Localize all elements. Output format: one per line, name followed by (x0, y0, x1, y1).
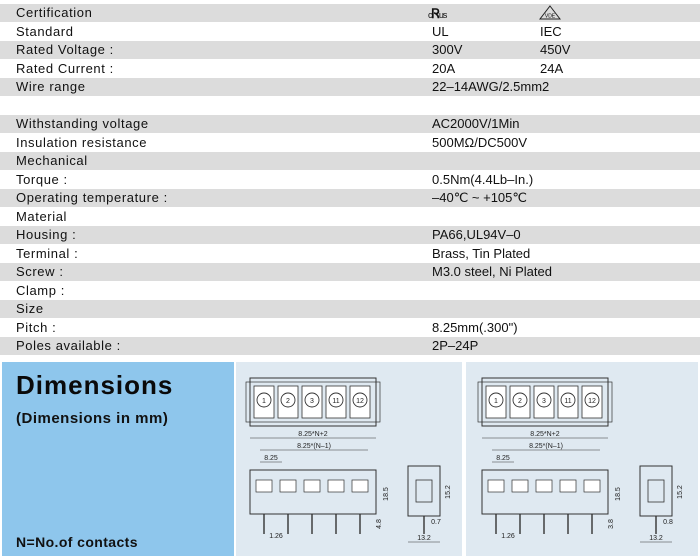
spec-label: Poles available : (16, 338, 121, 353)
wire-entry (304, 480, 320, 492)
dim-pin-label: 3.8 (608, 519, 615, 529)
spec-row (0, 78, 700, 96)
spec-row (0, 263, 700, 281)
spec-label: Terminal : (16, 245, 79, 261)
pole-number-label: 12 (356, 398, 364, 405)
spec-label: Clamp : (16, 282, 65, 298)
spec-row (0, 152, 700, 170)
spec-label: Rated Current : (16, 60, 114, 76)
dim-total-label: 8.25*N+2 (298, 431, 328, 438)
spec-label: Size (16, 301, 44, 316)
spec-label: Rated Voltage : (16, 42, 114, 57)
technical-drawing-left (236, 362, 462, 556)
spec-value-ul: 8.25mm(.300") (432, 319, 518, 335)
wire-entry (352, 480, 368, 492)
pole-number-label: 2 (518, 398, 522, 405)
pole-number-label: 12 (588, 398, 596, 405)
wire-entry (512, 480, 528, 492)
wire-entry (280, 480, 296, 492)
dim-pin-dia-label: 1.26 (269, 533, 283, 540)
spec-value-ul: 2P–24P (432, 338, 479, 353)
dim-wall-label: 0.7 (431, 519, 441, 526)
spec-label: Wire range (16, 79, 86, 94)
pole-number-label: 1 (494, 398, 498, 405)
spec-row (0, 97, 700, 115)
spec-label: Insulation resistance (16, 134, 148, 150)
spec-value-iec: 24A (540, 60, 564, 76)
wire-entry (560, 480, 576, 492)
spec-value-ul: 500MΩ/DC500V (432, 134, 527, 150)
spec-row (0, 4, 700, 22)
dim-height-label: 18.5 (615, 487, 622, 501)
spec-value-iec: IEC (540, 23, 562, 39)
spec-row (0, 171, 700, 189)
pole-number-label: 3 (542, 398, 546, 405)
spec-value-ul: UL (432, 23, 449, 39)
dimensions-panel (2, 362, 234, 556)
spec-value-ul: 20A (432, 60, 456, 76)
dim-pitch-label: 8.25 (496, 455, 510, 462)
spec-label: Withstanding voltage (16, 116, 149, 131)
spec-value-ul: 22–14AWG/2.5mm2 (432, 79, 550, 94)
technical-drawing-right (466, 362, 698, 556)
spec-row (0, 337, 700, 355)
side-view-clamp (648, 480, 664, 502)
spec-row (0, 300, 700, 318)
spec-value-ul: –40℃ ~ +105℃ (432, 190, 527, 205)
spec-value-ul: M3.0 steel, Ni Plated (432, 264, 552, 279)
spec-row (0, 134, 700, 152)
side-view-outline (408, 466, 440, 516)
spec-value-ul: Brass, Tin Plated (432, 245, 531, 261)
dim-pin-label: 4.8 (376, 519, 383, 529)
spec-label: Material (16, 208, 68, 224)
spec-label: Housing : (16, 227, 77, 242)
pole-number-label: 1 (262, 398, 266, 405)
dim-pin-dia-label: 1.26 (501, 533, 515, 540)
spec-value-ul: AC2000V/1Min (432, 116, 520, 131)
wire-entry (256, 480, 272, 492)
spec-value-iec: 450V (540, 42, 571, 57)
dim-width-label: 13.2 (417, 535, 431, 542)
spec-row (0, 189, 700, 207)
spec-row (0, 245, 700, 263)
side-view-outline (640, 466, 672, 516)
dim-pitch-label: 8.25 (264, 455, 278, 462)
wire-entry (328, 480, 344, 492)
wire-entry (488, 480, 504, 492)
spec-label: Standard (16, 23, 74, 39)
dim-width-label: 13.2 (649, 535, 663, 542)
spec-row (0, 60, 700, 78)
ul-logo: cᏒus (428, 6, 447, 21)
spec-label: Operating temperature : (16, 190, 168, 205)
spec-row (0, 226, 700, 244)
spec-label: Certification (16, 5, 93, 20)
dim-total-label: 8.25*N+2 (530, 431, 560, 438)
spec-value-ul: 0.5Nm(4.4Lb–In.) (432, 171, 534, 187)
pole-number-label: 2 (286, 398, 290, 405)
side-view-clamp (416, 480, 432, 502)
pole-number-label: 11 (332, 398, 340, 405)
spec-label: Screw : (16, 264, 64, 279)
contacts-note: N=No.of contacts (16, 534, 138, 550)
dim-height-label: 18.5 (383, 487, 390, 501)
spec-row (0, 319, 700, 337)
dimensions-subtitle: (Dimensions in mm) (16, 410, 169, 427)
dim-height-b-label: 15.2 (445, 485, 452, 499)
dim-height-b-label: 15.2 (677, 485, 684, 499)
spec-value-ul: PA66,UL94V–0 (432, 227, 521, 242)
dim-wall-label: 0.8 (663, 519, 673, 526)
dim-span-label: 8.25*(N–1) (297, 443, 331, 450)
dim-span-label: 8.25*(N–1) (529, 443, 563, 450)
spec-row (0, 23, 700, 41)
dimensions-title: Dimensions (16, 370, 174, 400)
svg-text:VDE: VDE (544, 13, 556, 20)
spec-row (0, 115, 700, 133)
vde-logo-icon (539, 5, 561, 20)
spec-label: Mechanical (16, 153, 88, 168)
pole-number-label: 11 (564, 398, 572, 405)
wire-entry (584, 480, 600, 492)
wire-entry (536, 480, 552, 492)
spec-value-ul: 300V (432, 42, 463, 57)
spec-row (0, 282, 700, 300)
spec-row (0, 208, 700, 226)
spec-label: Pitch : (16, 319, 57, 335)
spec-row (0, 41, 700, 59)
pole-number-label: 3 (310, 398, 314, 405)
spec-label: Torque : (16, 171, 68, 187)
